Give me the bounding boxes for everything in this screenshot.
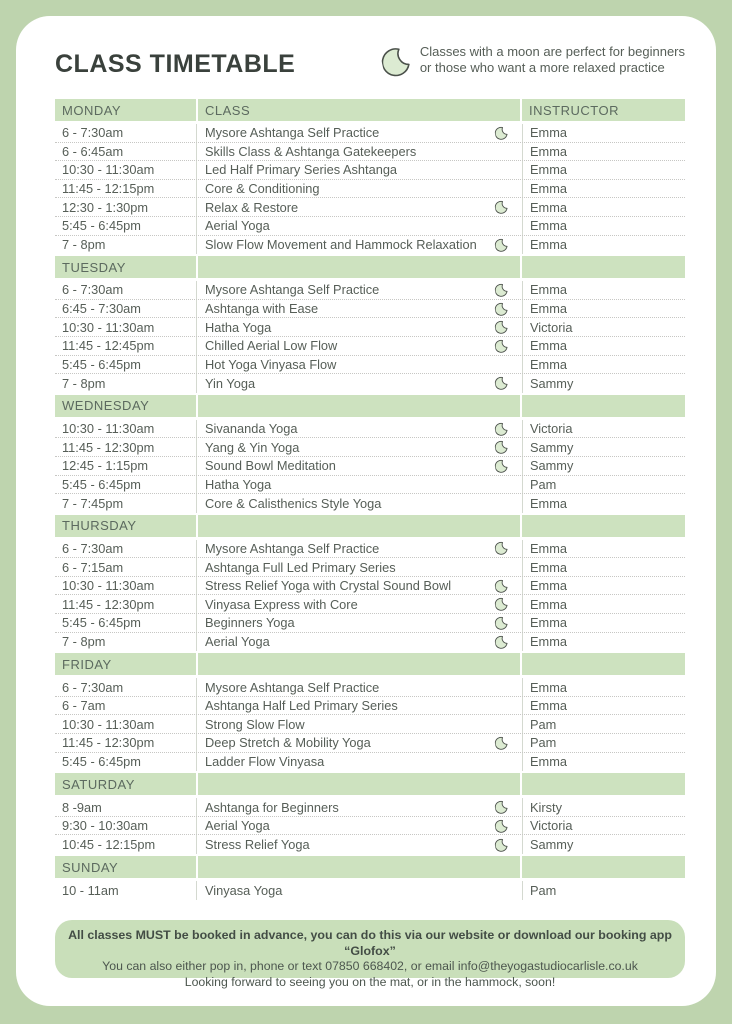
time-cell: 5:45 - 6:45pm xyxy=(62,218,141,234)
time-cell: 7 - 8pm xyxy=(62,375,106,391)
time-cell: 10:30 - 11:30am xyxy=(62,162,155,178)
time-cell: 6:45 - 7:30am xyxy=(62,301,141,317)
class-cell xyxy=(196,124,522,142)
class-cell xyxy=(196,356,522,374)
class-cell xyxy=(196,614,522,632)
time-cell: 5:45 - 6:45pm xyxy=(62,615,141,631)
class-row xyxy=(55,337,685,356)
instructor-cell: Emma xyxy=(522,595,685,613)
moon-icon xyxy=(494,615,510,631)
class-row xyxy=(55,356,685,375)
instructor-cell: Emma xyxy=(522,540,685,558)
class-name: Led Half Primary Series Ashtanga xyxy=(205,162,398,178)
timetable-card xyxy=(16,16,716,1006)
day-section-monday xyxy=(55,99,685,254)
class-row xyxy=(55,633,685,652)
class-cell xyxy=(196,420,522,438)
instructor-cell: Emma xyxy=(522,337,685,355)
day-section-saturday xyxy=(55,773,685,854)
class-cell xyxy=(196,281,522,299)
class-cell xyxy=(196,633,522,652)
class-row xyxy=(55,614,685,633)
class-row xyxy=(55,753,685,772)
column-header-class xyxy=(198,515,520,537)
moon-icon xyxy=(494,420,510,436)
class-row xyxy=(55,734,685,753)
class-name: Hot Yoga Vinyasa Flow xyxy=(205,356,337,372)
time-cell: 9:30 - 10:30am xyxy=(62,818,149,834)
class-row xyxy=(55,300,685,319)
class-cell xyxy=(196,180,522,198)
day-section-tuesday xyxy=(55,256,685,393)
class-cell xyxy=(196,236,522,255)
class-name: Aerial Yoga xyxy=(205,634,270,650)
column-header-instructor xyxy=(522,653,685,675)
class-name: Aerial Yoga xyxy=(205,218,270,234)
class-rows xyxy=(55,678,685,771)
class-name: Ladder Flow Vinyasa xyxy=(205,754,325,770)
moon-icon xyxy=(494,237,510,253)
class-row xyxy=(55,198,685,217)
day-section-wednesday xyxy=(55,395,685,513)
day-header-bar xyxy=(55,256,685,278)
class-cell xyxy=(196,558,522,576)
legend-line1: Classes with a moon are perfect for beginners xyxy=(419,44,685,59)
moon-icon xyxy=(494,375,510,391)
instructor-cell: Emma xyxy=(522,614,685,632)
class-cell xyxy=(196,678,522,696)
day-label: SUNDAY xyxy=(55,856,196,878)
class-name: Ashtanga Half Led Primary Series xyxy=(205,698,398,714)
column-header-class xyxy=(198,395,520,417)
time-cell: 10:45 - 12:15pm xyxy=(62,837,156,853)
moon-icon xyxy=(494,735,510,751)
instructor-cell: Emma xyxy=(522,494,685,513)
class-name: Hatha Yoga xyxy=(205,476,272,492)
moon-icon xyxy=(494,319,510,335)
day-label: WEDNESDAY xyxy=(55,395,196,417)
class-row xyxy=(55,236,685,255)
instructor-cell: Emma xyxy=(522,281,685,299)
time-cell: 7 - 8pm xyxy=(62,237,106,253)
time-cell: 6 - 7:30am xyxy=(62,125,124,141)
day-header-bar xyxy=(55,856,685,878)
class-name: Stress Relief Yoga xyxy=(205,837,310,853)
time-cell: 5:45 - 6:45pm xyxy=(62,356,141,372)
class-row xyxy=(55,374,685,393)
column-header-class xyxy=(198,256,520,278)
class-row xyxy=(55,835,685,854)
class-row xyxy=(55,678,685,697)
class-name: Sound Bowl Meditation xyxy=(205,458,336,474)
class-row xyxy=(55,457,685,476)
time-cell: 5:45 - 6:45pm xyxy=(62,754,141,770)
moon-icon xyxy=(494,338,510,354)
class-cell xyxy=(196,817,522,835)
instructor-cell: Pam xyxy=(522,715,685,733)
instructor-cell: Sammy xyxy=(522,374,685,393)
instructor-cell: Sammy xyxy=(522,438,685,456)
class-cell xyxy=(196,337,522,355)
time-cell: 10:30 - 11:30am xyxy=(62,421,155,437)
moon-legend xyxy=(382,44,685,77)
class-cell xyxy=(196,217,522,235)
class-row xyxy=(55,577,685,596)
class-name: Ashtanga Full Led Primary Series xyxy=(205,559,396,575)
instructor-cell: Pam xyxy=(522,734,685,752)
day-label: THURSDAY xyxy=(55,515,196,537)
class-row xyxy=(55,558,685,577)
class-cell xyxy=(196,143,522,161)
instructor-cell: Kirsty xyxy=(522,798,685,816)
class-rows xyxy=(55,881,685,900)
instructor-cell: Emma xyxy=(522,678,685,696)
time-cell: 11:45 - 12:30pm xyxy=(62,439,155,455)
class-name: Core & Calisthenics Style Yoga xyxy=(205,495,382,511)
instructor-cell: Sammy xyxy=(522,457,685,475)
day-label: FRIDAY xyxy=(55,653,196,675)
class-cell xyxy=(196,374,522,393)
class-name: Sivananda Yoga xyxy=(205,421,298,437)
time-cell: 10:30 - 11:30am xyxy=(62,716,155,732)
class-name: Ashtanga for Beginners xyxy=(205,799,339,815)
moon-icon xyxy=(494,540,510,556)
class-rows xyxy=(55,124,685,254)
class-row xyxy=(55,715,685,734)
day-section-thursday xyxy=(55,515,685,652)
class-name: Relax & Restore xyxy=(205,199,299,215)
time-cell: 6 - 7:15am xyxy=(62,559,124,575)
timetable xyxy=(55,99,685,900)
time-cell: 6 - 7:30am xyxy=(62,282,124,298)
instructor-cell: Emma xyxy=(522,558,685,576)
class-name: Strong Slow Flow xyxy=(205,716,305,732)
instructor-cell: Emma xyxy=(522,143,685,161)
page-header xyxy=(55,42,685,79)
moon-icon xyxy=(494,634,510,650)
class-row xyxy=(55,180,685,199)
moon-icon xyxy=(494,799,510,815)
day-section-sunday xyxy=(55,856,685,900)
moon-icon xyxy=(494,817,510,833)
time-cell: 8 -9am xyxy=(62,799,102,815)
time-cell: 10:30 - 11:30am xyxy=(62,578,155,594)
class-cell xyxy=(196,697,522,715)
class-row xyxy=(55,124,685,143)
class-cell xyxy=(196,835,522,854)
legend-line2: or those who want a more relaxed practice xyxy=(419,59,665,75)
class-rows xyxy=(55,798,685,854)
class-cell xyxy=(196,715,522,733)
class-cell xyxy=(196,595,522,613)
day-section-friday xyxy=(55,653,685,771)
booking-line2: You can also either pop in, phone or text 07850 668402, or email info@theyogastudiocarlisle.co.uk xyxy=(102,959,638,973)
instructor-cell: Emma xyxy=(522,124,685,142)
class-name: Aerial Yoga xyxy=(205,818,270,834)
class-cell xyxy=(196,318,522,336)
class-row xyxy=(55,420,685,439)
moon-icon xyxy=(494,282,510,298)
class-row xyxy=(55,143,685,162)
day-header-bar xyxy=(55,395,685,417)
time-cell: 7 - 8pm xyxy=(62,634,106,650)
class-name: Chilled Aerial Low Flow xyxy=(205,338,338,354)
class-name: Core & Conditioning xyxy=(205,181,320,197)
time-cell: 6 - 6:45am xyxy=(62,143,124,159)
class-rows xyxy=(55,540,685,652)
column-header-instructor xyxy=(522,256,685,278)
day-header-bar xyxy=(55,773,685,795)
time-cell: 12:45 - 1:15pm xyxy=(62,458,149,474)
instructor-cell: Pam xyxy=(522,476,685,494)
class-cell xyxy=(196,438,522,456)
instructor-cell: Emma xyxy=(522,217,685,235)
class-row xyxy=(55,817,685,836)
instructor-cell: Emma xyxy=(522,161,685,179)
class-name: Ashtanga with Ease xyxy=(205,301,319,317)
column-header-class xyxy=(198,856,520,878)
class-cell xyxy=(196,881,522,900)
class-row xyxy=(55,217,685,236)
moon-icon xyxy=(494,125,510,141)
column-header-class: CLASS xyxy=(198,99,520,121)
class-cell xyxy=(196,540,522,558)
class-name: Mysore Ashtanga Self Practice xyxy=(205,282,380,298)
instructor-cell: Sammy xyxy=(522,835,685,854)
class-name: Beginners Yoga xyxy=(205,615,295,631)
day-header-bar xyxy=(55,515,685,537)
class-cell xyxy=(196,476,522,494)
class-row xyxy=(55,881,685,900)
class-name: Yang & Yin Yoga xyxy=(205,439,300,455)
moon-icon xyxy=(494,837,510,853)
moon-icon xyxy=(494,596,510,612)
class-cell xyxy=(196,198,522,216)
time-cell: 11:45 - 12:30pm xyxy=(62,735,155,751)
instructor-cell: Emma xyxy=(522,356,685,374)
time-cell: 6 - 7:30am xyxy=(62,679,124,695)
class-cell xyxy=(196,457,522,475)
day-label: SATURDAY xyxy=(55,773,196,795)
day-header-bar xyxy=(55,99,685,121)
instructor-cell: Emma xyxy=(522,180,685,198)
instructor-cell: Emma xyxy=(522,753,685,772)
instructor-cell: Pam xyxy=(522,881,685,900)
time-cell: 7 - 7:45pm xyxy=(62,495,124,511)
instructor-cell: Victoria xyxy=(522,817,685,835)
class-name: Skills Class & Ashtanga Gatekeepers xyxy=(205,143,417,159)
class-rows xyxy=(55,281,685,393)
instructor-cell: Victoria xyxy=(522,318,685,336)
moon-icon xyxy=(494,577,510,593)
moon-icon xyxy=(494,458,510,474)
moon-icon xyxy=(494,439,510,455)
class-name: Hatha Yoga xyxy=(205,319,272,335)
class-cell xyxy=(196,753,522,772)
time-cell: 10 - 11am xyxy=(62,882,119,898)
column-header-instructor: INSTRUCTOR xyxy=(522,99,685,121)
column-header-class xyxy=(198,653,520,675)
column-header-class xyxy=(198,773,520,795)
class-row xyxy=(55,438,685,457)
time-cell: 11:45 - 12:45pm xyxy=(62,338,155,354)
time-cell: 6 - 7:30am xyxy=(62,540,124,556)
column-header-instructor xyxy=(522,395,685,417)
time-cell: 10:30 - 11:30am xyxy=(62,319,155,335)
booking-line3: Looking forward to seeing you on the mat, or in the hammock, soon! xyxy=(184,974,556,989)
class-row xyxy=(55,798,685,817)
card-content xyxy=(16,16,716,900)
column-header-instructor xyxy=(522,773,685,795)
class-row xyxy=(55,281,685,300)
time-cell: 6 - 7am xyxy=(62,698,106,714)
column-header-instructor xyxy=(522,515,685,537)
time-cell: 11:45 - 12:15pm xyxy=(62,181,155,197)
time-cell: 12:30 - 1:30pm xyxy=(62,199,149,215)
column-header-instructor xyxy=(522,856,685,878)
time-cell: 11:45 - 12:30pm xyxy=(62,596,155,612)
class-name: Yin Yoga xyxy=(205,375,256,391)
class-name: Slow Flow Movement and Hammock Relaxation xyxy=(205,237,477,253)
instructor-cell: Victoria xyxy=(522,420,685,438)
class-cell xyxy=(196,300,522,318)
class-name: Deep Stretch & Mobility Yoga xyxy=(205,735,371,751)
class-cell xyxy=(196,494,522,513)
moon-icon xyxy=(382,46,411,77)
instructor-cell: Emma xyxy=(522,236,685,255)
moon-icon xyxy=(494,199,510,215)
day-label: MONDAY xyxy=(55,99,196,121)
day-header-bar xyxy=(55,653,685,675)
page-title: CLASS TIMETABLE xyxy=(55,50,296,78)
instructor-cell: Emma xyxy=(522,633,685,652)
time-cell: 5:45 - 6:45pm xyxy=(62,476,141,492)
instructor-cell: Emma xyxy=(522,198,685,216)
class-row xyxy=(55,318,685,337)
class-name: Vinyasa Yoga xyxy=(205,882,283,898)
class-name: Mysore Ashtanga Self Practice xyxy=(205,679,380,695)
class-rows xyxy=(55,420,685,513)
class-cell xyxy=(196,577,522,595)
moon-icon xyxy=(494,300,510,316)
class-name: Stress Relief Yoga with Crystal Sound Bowl xyxy=(205,578,452,594)
class-cell xyxy=(196,798,522,816)
instructor-cell: Emma xyxy=(522,300,685,318)
class-name: Mysore Ashtanga Self Practice xyxy=(205,125,380,141)
class-name: Vinyasa Express with Core xyxy=(205,596,358,612)
class-row xyxy=(55,697,685,716)
class-row xyxy=(55,595,685,614)
legend-text xyxy=(420,44,685,75)
class-cell xyxy=(196,734,522,752)
class-row xyxy=(55,476,685,495)
instructor-cell: Emma xyxy=(522,697,685,715)
class-cell xyxy=(196,161,522,179)
class-row xyxy=(55,161,685,180)
class-name: Mysore Ashtanga Self Practice xyxy=(205,540,380,556)
class-row xyxy=(55,540,685,559)
day-label: TUESDAY xyxy=(55,256,196,278)
booking-line1: All classes MUST be booked in advance, you can do this via our website or download our booking app “Glofox” xyxy=(68,928,672,958)
class-row xyxy=(55,494,685,513)
booking-note xyxy=(55,920,685,989)
instructor-cell: Emma xyxy=(522,577,685,595)
